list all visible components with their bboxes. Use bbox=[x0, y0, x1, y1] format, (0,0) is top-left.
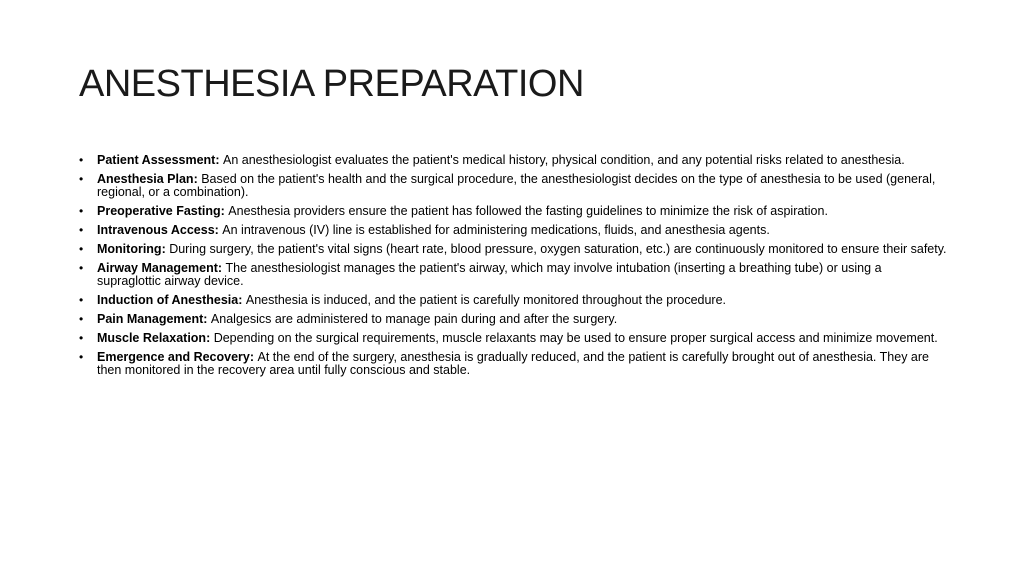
list-item bbox=[79, 332, 947, 345]
bullet-dot: • bbox=[79, 223, 84, 237]
bullet-text: Anesthesia is induced, and the patient is carefully monitored throughout the procedure. bbox=[245, 293, 727, 307]
bullet-text: An anesthesiologist evaluates the patient's medical history, physical condition, and any potential risks related to anesthesia. bbox=[222, 153, 905, 167]
bullet-term: Monitoring: bbox=[97, 242, 170, 256]
bullet-text: An intravenous (IV) line is established for administering medications, fluids, and anesthesia agents. bbox=[222, 223, 770, 237]
bullet-term: Anesthesia Plan: bbox=[97, 172, 202, 186]
list-item bbox=[79, 205, 947, 218]
list-item bbox=[79, 313, 947, 326]
bullet-dot: • bbox=[79, 350, 84, 364]
bullet-term: Pain Management: bbox=[97, 312, 211, 326]
list-item bbox=[79, 243, 947, 256]
list-item bbox=[79, 294, 947, 307]
bullet-dot: • bbox=[79, 312, 84, 326]
list-item bbox=[79, 224, 947, 237]
bullet-text: During surgery, the patient's vital signs (heart rate, blood pressure, oxygen saturation, etc.) are continuously monitored to ensure their safety. bbox=[169, 242, 947, 256]
list-item bbox=[79, 351, 947, 377]
bullet-dot: • bbox=[79, 242, 84, 256]
bullet-text: Analgesics are administered to manage pain during and after the surgery. bbox=[210, 312, 618, 326]
bullet-dot: • bbox=[79, 261, 84, 275]
bullet-term: Preoperative Fasting: bbox=[97, 204, 229, 218]
bullet-dot: • bbox=[79, 204, 84, 218]
list-item bbox=[79, 262, 947, 288]
bullet-text: Based on the patient's health and the surgical procedure, the anesthesiologist decides on the type of anesthesia to be used (general, regional, or a combination). bbox=[97, 172, 936, 199]
bullet-list bbox=[79, 154, 947, 383]
slide-title: ANESTHESIA PREPARATION bbox=[79, 63, 584, 105]
bullet-term: Intravenous Access: bbox=[97, 223, 223, 237]
bullet-term: Patient Assessment: bbox=[97, 153, 223, 167]
list-item bbox=[79, 173, 947, 199]
bullet-text: Anesthesia providers ensure the patient has followed the fasting guidelines to minimize the risk of aspiration. bbox=[228, 204, 828, 218]
bullet-term: Muscle Relaxation: bbox=[97, 331, 214, 345]
bullet-dot: • bbox=[79, 153, 84, 167]
bullet-dot: • bbox=[79, 172, 84, 186]
bullet-text: Depending on the surgical requirements, muscle relaxants may be used to ensure proper surgical access and minimize movement. bbox=[213, 331, 938, 345]
bullet-term: Induction of Anesthesia: bbox=[97, 293, 246, 307]
bullet-term: Emergence and Recovery: bbox=[97, 350, 258, 364]
bullet-text: At the end of the surgery, anesthesia is gradually reduced, and the patient is carefully brought out of anesthesia. They are then monitored in the recovery area until fully conscious and stable. bbox=[97, 350, 929, 377]
bullet-term: Airway Management: bbox=[97, 261, 226, 275]
bullet-text: The anesthesiologist manages the patient's airway, which may involve intubation (inserting a breathing tube) or using a supraglottic airway device. bbox=[97, 261, 882, 288]
list-item bbox=[79, 154, 947, 167]
bullet-dot: • bbox=[79, 331, 84, 345]
bullet-dot: • bbox=[79, 293, 84, 307]
